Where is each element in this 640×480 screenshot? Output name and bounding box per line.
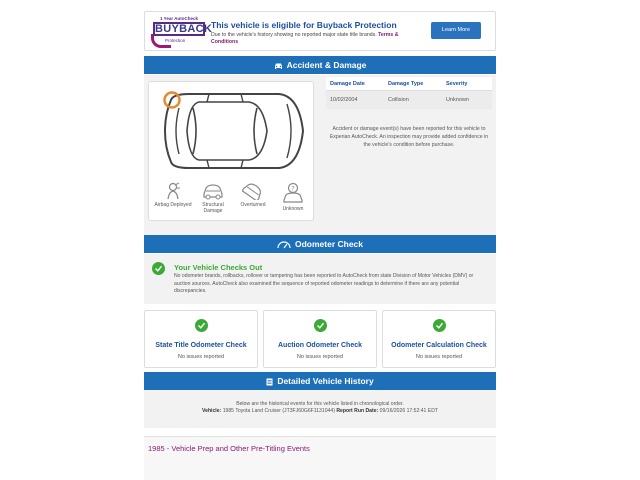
damage-table-header: [326, 77, 492, 91]
buyback-logo-top: 1 Year AutoCheck: [159, 16, 199, 21]
col-severity: Severity: [446, 81, 468, 87]
card-title: Auction Odometer Check: [277, 342, 362, 349]
structural-damage-icon: [202, 182, 224, 200]
legend-overturned: [233, 182, 273, 208]
terms-link[interactable]: Terms & Conditions: [211, 32, 399, 45]
odometer-summary-desc: No odometer brands, rollbacks, rollover or tampering has been reported to AutoCheck from state Division of Motor Vehicles (DMV) or auction sources. AutoCheck also examined the sequence of reported odometer readings to determine if there are any potential discrepancies.: [174, 273, 474, 294]
col-damage-date: Damage Date: [330, 81, 365, 87]
check-icon: [314, 319, 327, 332]
cell-severity: Unknown: [446, 97, 469, 103]
card-title: State Title Odometer Check: [155, 342, 247, 349]
buyback-logo-word: BUYBACK: [155, 23, 213, 35]
report-page: [144, 0, 496, 480]
event-title: 1985 - Vehicle Prep and Other Pre-Titling Events: [148, 444, 310, 453]
col-damage-type: Damage Type: [388, 81, 424, 87]
vehicle-value: 1985 Toyota Land Cruiser (JT3FJ60G6F1131044): [222, 408, 335, 414]
damage-marker-front-left: [162, 90, 182, 110]
odometer-summary: [144, 254, 496, 304]
unknown-damage-icon: [282, 182, 304, 204]
legend-structural-label: Structural Damage: [202, 202, 224, 214]
card-title: Odometer Calculation Check: [391, 342, 487, 349]
speedometer-icon: [277, 241, 291, 249]
history-header-label: Detailed Vehicle History: [277, 376, 374, 386]
odometer-header: [144, 235, 496, 253]
svg-text:?: ?: [291, 184, 295, 193]
history-header: [144, 372, 496, 390]
damage-diagram: [148, 81, 314, 221]
legend-overturned-label: Overturned: [240, 202, 266, 208]
legend-airbag-deployed: [153, 182, 193, 208]
history-intro: Below are the historical events for this vehicle listed in chronological order.: [236, 401, 404, 407]
check-icon: [433, 319, 446, 332]
buyback-desc-text: Due to the vehicle's history showing no reported major state title brands.: [211, 32, 377, 38]
history-vehicle-line: [144, 408, 496, 414]
buyback-title: This vehicle is eligible for Buyback Protection: [211, 20, 397, 30]
buyback-logo: [151, 16, 213, 48]
card-subtitle: No issues reported: [296, 354, 344, 360]
damage-table: [326, 77, 492, 109]
card-subtitle: No issues reported: [177, 354, 225, 360]
legend-structural-damage: [193, 182, 233, 214]
history-summary: [144, 390, 496, 428]
document-icon: [266, 378, 273, 386]
history-event[interactable]: [144, 436, 496, 480]
odometer-header-label: Odometer Check: [294, 239, 364, 249]
accident-header-label: Accident & Damage: [286, 60, 367, 70]
odometer-calculation-card: [382, 310, 496, 368]
buyback-description: [211, 32, 411, 45]
state-title-odometer-card: [144, 310, 258, 368]
vehicle-label: Vehicle:: [202, 408, 222, 414]
check-icon: [195, 319, 208, 332]
cell-damage-date: 10/02/2004: [330, 97, 358, 103]
check-icon: [152, 262, 165, 275]
accident-note: Accident or damage event(s) have been reported for this vehicle to Experian AutoCheck. An inspection may provide added confidence in the vehicle's condition before purchase.: [329, 126, 489, 148]
airbag-icon: [165, 182, 181, 200]
odometer-summary-title: Your Vehicle Checks Out: [174, 263, 263, 272]
run-date-label: Report Run Date:: [336, 408, 379, 414]
legend-unknown-label: Unknown: [282, 206, 304, 212]
table-row: [326, 91, 492, 109]
accident-panel: [144, 75, 496, 235]
accident-damage-header: [144, 56, 496, 74]
run-date-value: 09/16/2026 17:52:41 EDT: [379, 408, 438, 414]
legend-unknown: [273, 182, 313, 212]
overturned-icon: [242, 182, 264, 200]
buyback-banner: [144, 11, 496, 51]
card-subtitle: No issues reported: [415, 354, 463, 360]
car-front-icon: [274, 62, 283, 70]
buyback-logo-bottom: Protection: [165, 38, 186, 43]
learn-more-button[interactable]: Learn More: [431, 22, 481, 39]
legend-airbag-label: Airbag Deployed: [154, 202, 192, 208]
cell-damage-type: Collision: [388, 97, 409, 103]
auction-odometer-card: [263, 310, 377, 368]
